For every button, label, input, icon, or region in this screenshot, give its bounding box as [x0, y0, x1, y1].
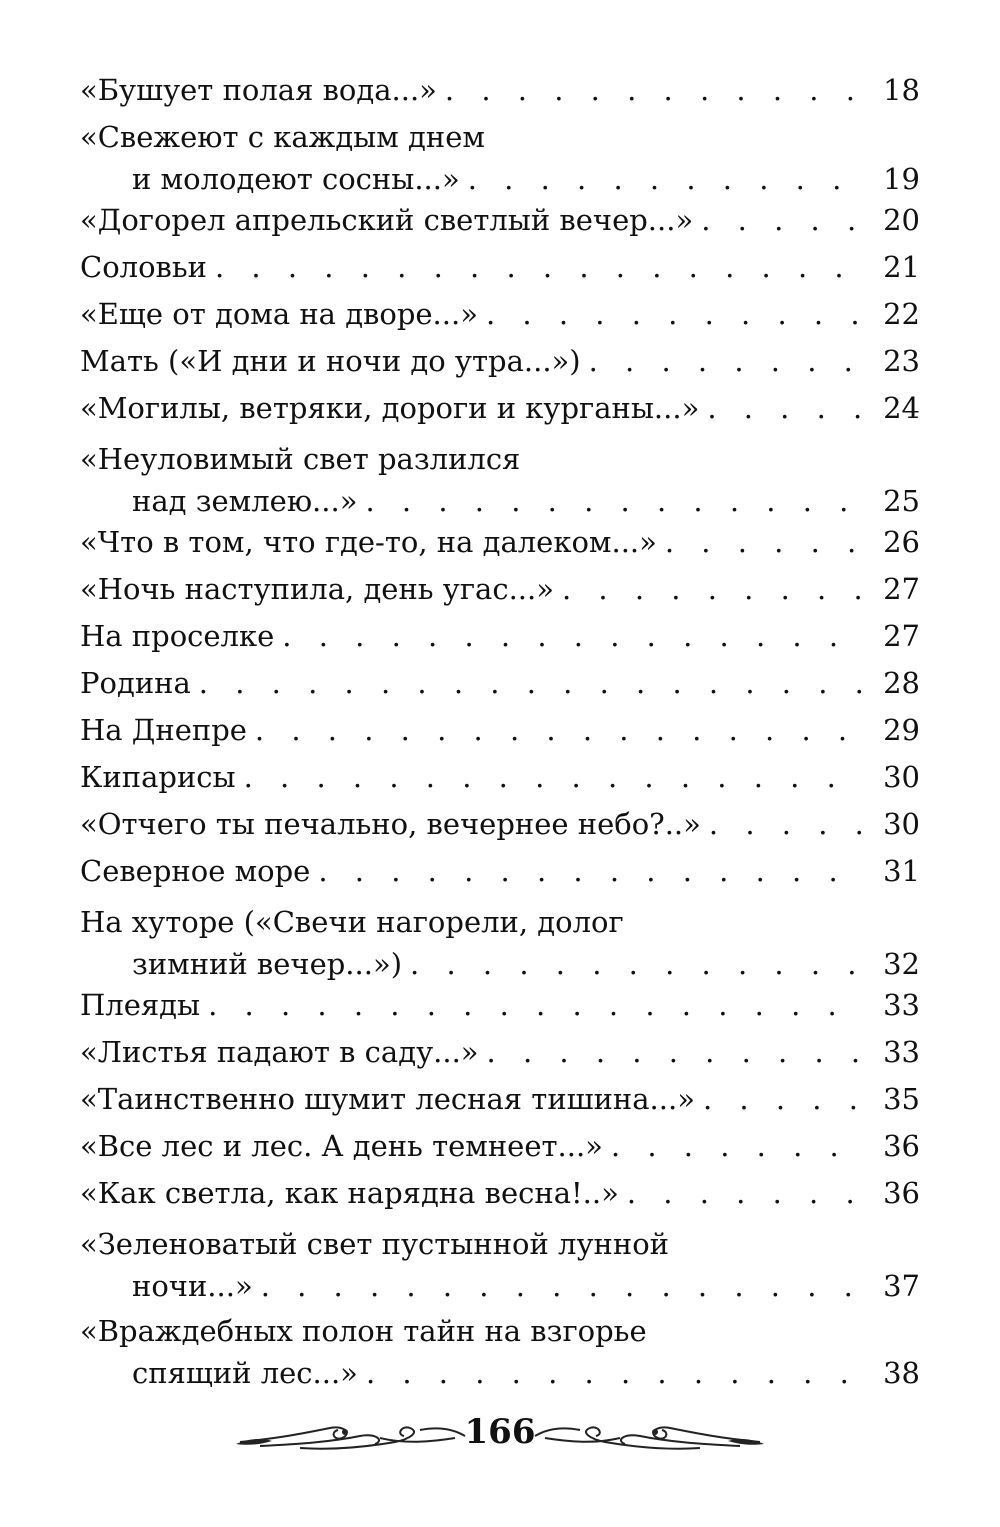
toc-entry — [80, 801, 920, 848]
dot-leader — [589, 338, 864, 385]
toc-entry — [80, 114, 920, 197]
toc-page-number: 26 — [883, 525, 920, 559]
toc-entry — [80, 660, 920, 707]
toc-line — [80, 566, 920, 613]
toc-entry-title: «Еще от дома на дворе...» — [80, 297, 478, 331]
toc-line — [80, 1123, 920, 1170]
table-of-contents — [80, 70, 920, 1391]
toc-entry-title: над землею...» — [132, 484, 358, 518]
toc-line-continued — [80, 1268, 920, 1304]
toc-entry — [80, 70, 920, 110]
dot-leader — [282, 613, 864, 660]
toc-entry-title: На хуторе («Свечи нагорели, долог — [80, 905, 624, 939]
toc-entry-title: Северное море — [80, 854, 311, 888]
toc-entry-title: и молодеют сосны...» — [132, 162, 460, 196]
toc-entry-title: На проселке — [80, 619, 275, 653]
dot-leader — [627, 1170, 864, 1217]
toc-page-number: 27 — [883, 572, 920, 606]
toc-page-number: 37 — [883, 1269, 920, 1303]
toc-line — [80, 754, 920, 801]
dot-leader — [707, 385, 864, 432]
toc-entry — [80, 1308, 920, 1391]
toc-entry-title: «Зеленоватый свет пустынной лунной — [80, 1227, 669, 1261]
toc-entry-title: Соловьи — [80, 250, 207, 284]
toc-line — [80, 436, 920, 483]
toc-entry-title: ночи...» — [132, 1269, 253, 1303]
toc-entry — [80, 566, 920, 613]
dot-leader — [468, 161, 864, 197]
toc-entry — [80, 1170, 920, 1217]
toc-line — [80, 707, 920, 754]
toc-entry — [80, 613, 920, 660]
toc-entry-title: Кипарисы — [80, 760, 236, 794]
toc-line — [80, 244, 920, 291]
toc-line — [80, 114, 920, 161]
dot-leader — [703, 1076, 864, 1123]
toc-page-number: 33 — [883, 988, 920, 1022]
dot-leader — [261, 1268, 864, 1304]
toc-page-number: 21 — [883, 250, 920, 284]
toc-line — [80, 519, 920, 566]
toc-entry — [80, 291, 920, 338]
toc-page-number: 38 — [883, 1356, 920, 1390]
toc-page-number: 28 — [883, 666, 920, 700]
toc-entry — [80, 899, 920, 982]
dot-leader — [486, 291, 864, 338]
toc-line-continued — [80, 1355, 920, 1391]
toc-entry-title: «Враждебных полон тайн на взгорье — [80, 1314, 647, 1348]
toc-page-number: 35 — [883, 1082, 920, 1116]
dot-leader — [244, 754, 864, 801]
toc-entry-title: Плеяды — [80, 988, 201, 1022]
toc-line-continued — [80, 161, 920, 197]
toc-line-continued — [80, 946, 920, 982]
dot-leader — [255, 707, 864, 754]
toc-entry-title: спящий лес...» — [132, 1356, 358, 1390]
toc-line — [80, 1076, 920, 1123]
toc-entry — [80, 982, 920, 1029]
dot-leader — [487, 1029, 864, 1076]
dot-leader — [208, 982, 864, 1029]
page-number: 166 — [464, 1412, 536, 1452]
toc-entry-title: «Таинственно шумит лесная тишина...» — [80, 1082, 695, 1116]
toc-line — [80, 338, 920, 385]
toc-entry — [80, 197, 920, 244]
page-footer — [0, 1408, 1000, 1464]
toc-entry-title: «Что в том, что где-то, на далеком...» — [80, 525, 657, 559]
toc-page-number: 25 — [883, 484, 920, 518]
toc-entry — [80, 436, 920, 519]
toc-line — [80, 1308, 920, 1355]
dot-leader — [410, 946, 864, 982]
toc-page-number: 23 — [883, 344, 920, 378]
toc-entry-title: «Бушует полая вода...» — [80, 73, 437, 107]
toc-entry — [80, 1123, 920, 1170]
dot-leader — [366, 1355, 864, 1391]
toc-page-number: 36 — [883, 1129, 920, 1163]
toc-line — [80, 291, 920, 338]
toc-entry — [80, 1076, 920, 1123]
toc-line — [80, 197, 920, 244]
toc-entry-title: «Свежеют с каждым днем — [80, 120, 485, 154]
toc-entry-title: «Ночь наступила, день угас...» — [80, 572, 554, 606]
toc-entry — [80, 519, 920, 566]
toc-line — [80, 1170, 920, 1217]
toc-line — [80, 899, 920, 946]
toc-entry — [80, 848, 920, 895]
dot-leader — [701, 197, 864, 244]
toc-page-number: 30 — [883, 807, 920, 841]
dot-leader — [665, 519, 864, 566]
toc-entry-title: Родина — [80, 666, 191, 700]
toc-line — [80, 982, 920, 1029]
toc-entry — [80, 754, 920, 801]
toc-entry — [80, 385, 920, 432]
dot-leader — [562, 566, 864, 613]
toc-entry-title: «Отчего ты печально, вечернее небо?..» — [80, 807, 701, 841]
toc-entry-title: «Все лес и лес. А день темнеет...» — [80, 1129, 603, 1163]
dot-leader — [445, 70, 864, 110]
dot-leader — [199, 660, 864, 707]
toc-page-number: 27 — [883, 619, 920, 653]
toc-entry — [80, 244, 920, 291]
toc-entry-title: «Неуловимый свет разлился — [80, 442, 521, 476]
dot-leader — [318, 848, 864, 895]
toc-line-continued — [80, 483, 920, 519]
toc-entry — [80, 707, 920, 754]
toc-page-number: 20 — [883, 203, 920, 237]
toc-entry-title: «Догорел апрельский светлый вечер...» — [80, 203, 694, 237]
toc-entry — [80, 338, 920, 385]
toc-entry — [80, 1221, 920, 1304]
toc-line — [80, 385, 920, 432]
toc-line — [80, 70, 920, 110]
toc-page-number: 22 — [883, 297, 920, 331]
dot-leader — [611, 1123, 864, 1170]
toc-line — [80, 1029, 920, 1076]
dot-leader — [215, 244, 864, 291]
toc-entry — [80, 1029, 920, 1076]
toc-line — [80, 1221, 920, 1268]
toc-entry-title: «Могилы, ветряки, дороги и курганы...» — [80, 391, 700, 425]
toc-page-number: 36 — [883, 1176, 920, 1210]
toc-entry-title: Мать («И дни и ночи до утра...») — [80, 344, 581, 378]
dot-leader — [365, 483, 864, 519]
toc-page-number: 30 — [883, 760, 920, 794]
toc-line — [80, 613, 920, 660]
toc-line — [80, 801, 920, 848]
toc-entry-title: На Днепре — [80, 713, 247, 747]
toc-entry-title: «Листья падают в саду...» — [80, 1035, 479, 1069]
dot-leader — [709, 801, 864, 848]
toc-entry-title: зимний вечер...») — [132, 947, 403, 981]
toc-line — [80, 848, 920, 895]
toc-entry-title: «Как светла, как нарядна весна!..» — [80, 1176, 619, 1210]
toc-page-number: 24 — [883, 391, 920, 425]
toc-page-number: 32 — [883, 947, 920, 981]
toc-page-number: 33 — [883, 1035, 920, 1069]
toc-page-number: 29 — [883, 713, 920, 747]
toc-page-number: 31 — [883, 854, 920, 888]
toc-line — [80, 660, 920, 707]
toc-page-number: 18 — [883, 73, 920, 107]
toc-page-number: 19 — [883, 162, 920, 196]
toc-page — [80, 70, 920, 1391]
